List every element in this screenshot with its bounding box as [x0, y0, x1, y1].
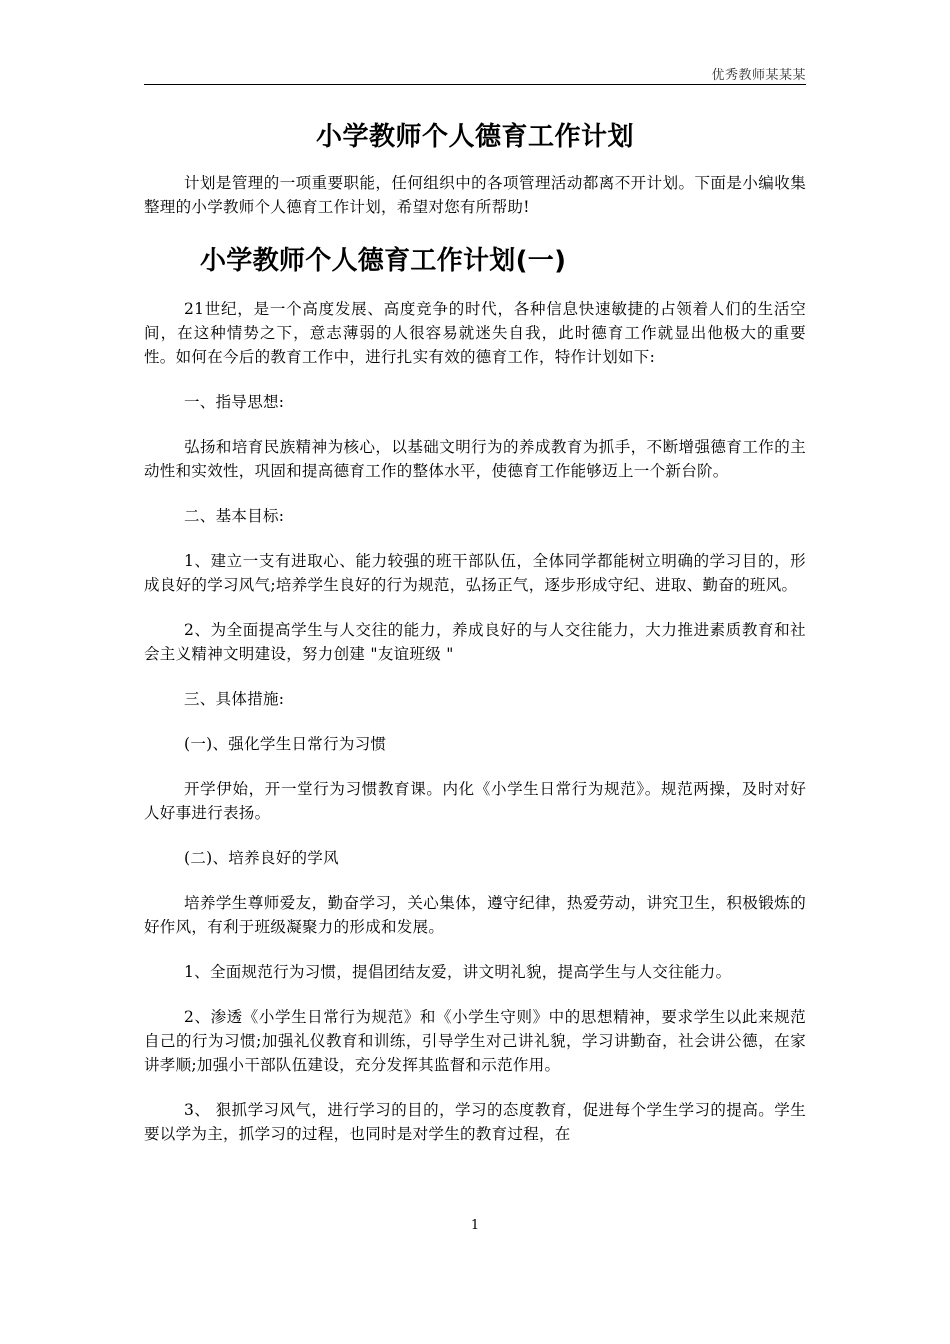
intro-paragraph: 计划是管理的一项重要职能，任何组织中的各项管理活动都离不开计划。下面是小编收集整理的小学教师个人德育工作计划，希望对您有所帮助!	[144, 174, 806, 216]
header-divider	[144, 84, 806, 85]
paragraph: 3、 狠抓学习风气，进行学习的目的，学习的态度教育，促进每个学生学习的提高。学生要以学为主，抓学习的过程，也同时是对学生的教育过程，在	[144, 1101, 806, 1143]
heading-specific-measures: 三、具体措施:	[184, 690, 285, 708]
paragraph: 21世纪，是一个高度发展、高度竞争的时代，各种信息快速敏捷的占领着人们的生活空间，在这种情势之下，意志薄弱的人很容易就迷失自我，此时德育工作就显出他极大的重要性。如何在今后的教育工作中，进行扎实有效的德育工作，特作计划如下:	[144, 300, 806, 366]
section-title: 小学教师个人德育工作计划(一)	[200, 246, 567, 276]
document-title: 小学教师个人德育工作计划	[315, 122, 634, 152]
heading-guiding-ideology: 一、指导思想:	[184, 393, 285, 411]
paragraph: 培养学生尊师爱友，勤奋学习，关心集体，遵守纪律，热爱劳动，讲究卫生，积极锻炼的好作风，有利于班级凝聚力的形成和发展。	[144, 894, 806, 936]
heading-basic-goals: 二、基本目标:	[184, 507, 285, 525]
paragraph: 开学伊始，开一堂行为习惯教育课。内化《小学生日常行为规范》。规范两操，及时对好人好事进行表扬。	[144, 780, 806, 822]
page-header-text: 优秀教师某某某	[711, 68, 806, 83]
subheading: (一)、强化学生日常行为习惯	[184, 735, 387, 753]
page-number: 1	[470, 1218, 480, 1233]
paragraph: 2、为全面提高学生与人交往的能力，养成良好的与人交往能力，大力推进素质教育和社会主义精神文明建设，努力创建 "友谊班级 "	[144, 621, 806, 663]
paragraph: 弘扬和培育民族精神为核心，以基础文明行为的养成教育为抓手，不断增强德育工作的主动性和实效性，巩固和提高德育工作的整体水平，使德育工作能够迈上一个新台阶。	[144, 438, 806, 480]
paragraph: 1、全面规范行为习惯，提倡团结友爱，讲文明礼貌，提高学生与人交往能力。	[184, 963, 732, 981]
paragraph: 2、渗透《小学生日常行为规范》和《小学生守则》中的思想精神，要求学生以此来规范自己的行为习惯;加强礼仪教育和训练，引导学生对己讲礼貌，学习讲勤奋，社会讲公德，在家讲孝顺;加强小干部队伍建设，充分发挥其监督和示范作用。	[144, 1008, 806, 1074]
document-body	[144, 116, 806, 1146]
paragraph: 1、建立一支有进取心、能力较强的班干部队伍，全体同学都能树立明确的学习目的，形成良好的学习风气;培养学生良好的行为规范，弘扬正气，逐步形成守纪、进取、勤奋的班风。	[144, 552, 806, 594]
subheading: (二)、培养良好的学风	[184, 849, 339, 867]
